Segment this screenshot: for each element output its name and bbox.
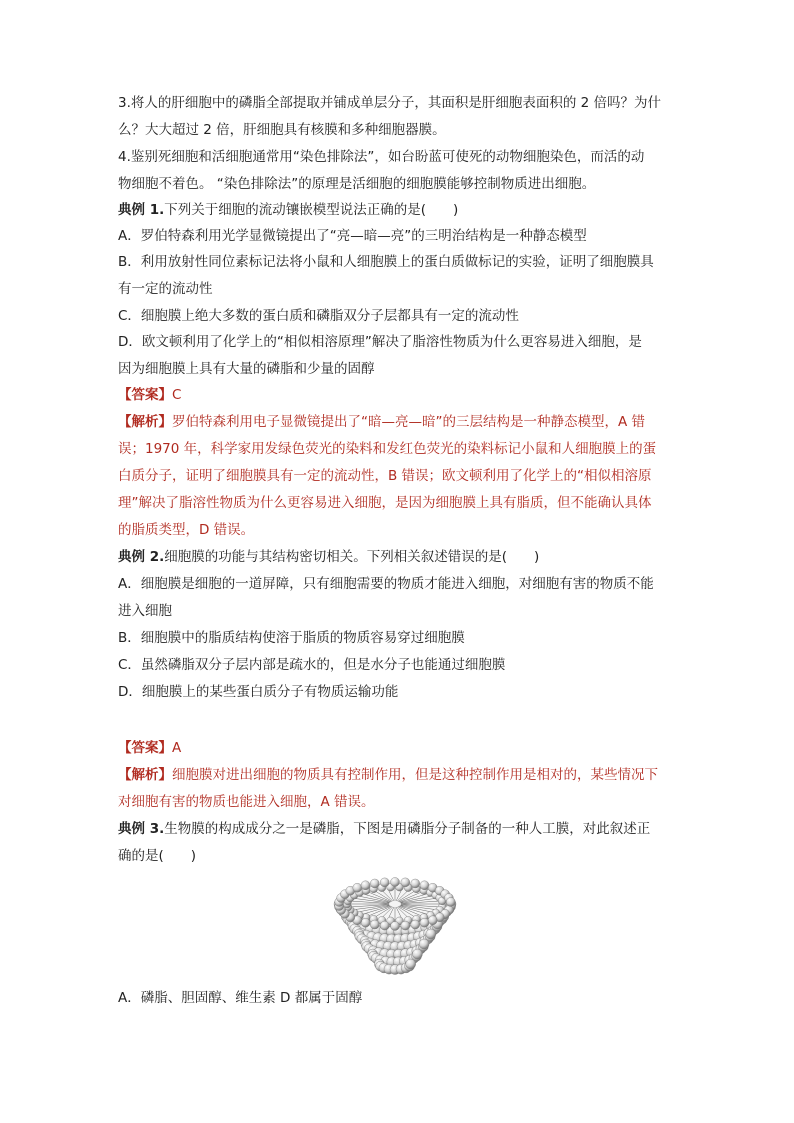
lipid-head bbox=[361, 918, 370, 927]
lipid-head bbox=[361, 881, 370, 890]
answer-line bbox=[118, 382, 678, 408]
answer-label: 【答案】 bbox=[118, 387, 172, 403]
answer-value: C bbox=[172, 387, 182, 403]
question-stem: 生物膜的构成成分之一是磷脂，下图是用磷脂分子制备的一种人工膜，对此叙述正 bbox=[164, 821, 651, 837]
example-label: 典例 3. bbox=[118, 821, 165, 837]
answer-value: A bbox=[172, 740, 182, 756]
lipid-head bbox=[428, 916, 437, 925]
analysis-line bbox=[118, 762, 678, 788]
lipid-head bbox=[406, 959, 416, 969]
lipid-head bbox=[420, 881, 429, 890]
lipid-head bbox=[370, 920, 379, 929]
answer-line bbox=[118, 735, 678, 761]
lipid-head bbox=[426, 929, 436, 939]
example-label: 典例 1. bbox=[118, 202, 165, 218]
lipid-head bbox=[411, 879, 420, 888]
option-a: A．细胞膜是细胞的一道屏障，只有细胞需要的物质才能进入细胞，对细胞有害的物质不能 bbox=[118, 576, 654, 592]
lipid-head bbox=[401, 878, 410, 887]
lipid-head bbox=[370, 879, 379, 888]
option-c: C．虽然磷脂双分子层内部是疏水的，但是水分子也能通过细胞膜 bbox=[118, 657, 506, 673]
liposome-bilayer-illustration bbox=[330, 874, 460, 986]
example-label: 典例 2. bbox=[118, 549, 165, 565]
analysis-line: 理”解决了脂溶性物质为什么更容易进入细胞，是因为细胞膜上具有脂质，但不能确认具体 bbox=[118, 495, 652, 511]
option-b: B．利用放射性同位素标记法将小鼠和人细胞膜上的蛋白质做标记的实验，证明了细胞膜具 bbox=[118, 254, 654, 270]
example-1-stem bbox=[118, 197, 678, 223]
option-a: A．罗伯特森利用光学显微镜提出了“亮—暗—亮”的三明治结构是一种静态模型 bbox=[118, 228, 587, 244]
analysis-line: 对细胞有害的物质也能进入细胞，A 错误。 bbox=[118, 794, 375, 810]
analysis-line bbox=[118, 409, 678, 435]
lipid-head bbox=[446, 897, 455, 906]
analysis-text: 罗伯特森利用电子显微镜提出了“暗—亮—暗”的三层结构是一种静态模型，A 错 bbox=[172, 414, 646, 430]
text-line: 物细胞不着色。 “染色排除法”的原理是活细胞的细胞膜能够控制物质进出细胞。 bbox=[118, 176, 596, 192]
analysis-line: 误；1970 年，科学家用发绿色荧光的染料和发红色荧光的染料标记小鼠和人细胞膜上的蛋 bbox=[118, 441, 657, 457]
lipid-head bbox=[411, 920, 420, 929]
lipid-head bbox=[420, 918, 429, 927]
analysis-line: 白质分子，证明了细胞膜具有一定的流动性，B 错误；欧文顿利用了化学上的“相似相溶原 bbox=[118, 468, 652, 484]
lipid-head bbox=[391, 922, 400, 931]
answer-label: 【答案】 bbox=[118, 740, 172, 756]
question-stem: 细胞膜的功能与其结构密切相关。下列相关叙述错误的是( ) bbox=[164, 549, 540, 565]
lipid-head bbox=[380, 921, 389, 930]
option-b: B．细胞膜中的脂质结构使溶于脂质的物质容易穿过细胞膜 bbox=[118, 630, 465, 646]
example-2-stem bbox=[118, 544, 678, 570]
example-3-stem bbox=[118, 816, 678, 842]
lipid-head bbox=[419, 939, 429, 949]
question-stem-cont: 确的是( ) bbox=[118, 848, 197, 864]
lipid-head bbox=[353, 883, 362, 892]
lipid-head bbox=[401, 921, 410, 930]
option-a: A．磷脂、胆固醇、维生素 D 都属于固醇 bbox=[118, 990, 363, 1006]
text-line: 3.将人的肝细胞中的磷脂全部提取并铺成单层分子，其面积是肝细胞表面积的 2 倍吗？为什 bbox=[118, 95, 662, 111]
option-d: D．欧文顿利用了化学上的“相似相溶原理”解决了脂溶性物质为什么更容易进入细胞，是 bbox=[118, 334, 642, 350]
option-b-cont: 有一定的流动性 bbox=[118, 281, 213, 297]
analysis-line: 的脂质类型，D 错误。 bbox=[118, 522, 255, 538]
question-stem: 下列关于细胞的流动镶嵌模型说法正确的是( ) bbox=[164, 202, 459, 218]
option-d-cont: 因为细胞膜上具有大量的磷脂和少量的固醇 bbox=[118, 361, 375, 377]
analysis-label: 【解析】 bbox=[118, 767, 172, 783]
text-line: 么？大大超过 2 倍，肝细胞具有核膜和多种细胞器膜。 bbox=[118, 122, 446, 138]
option-d: D．细胞膜上的某些蛋白质分子有物质运输功能 bbox=[118, 684, 399, 700]
option-a-cont: 进入细胞 bbox=[118, 603, 172, 619]
option-c: C．细胞膜上绝大多数的蛋白质和磷脂双分子层都具有一定的流动性 bbox=[118, 308, 519, 324]
text-line: 4.鉴别死细胞和活细胞通常用“染色排除法”，如台盼蓝可使死的动物细胞染色，而活的动 bbox=[118, 149, 645, 165]
lipid-head bbox=[391, 878, 400, 887]
analysis-label: 【解析】 bbox=[118, 414, 172, 430]
analysis-text: 细胞膜对进出细胞的物质具有控制作用，但是这种控制作用是相对的，某些情况下 bbox=[172, 767, 658, 783]
lipid-head bbox=[412, 949, 422, 959]
lipid-head bbox=[380, 878, 389, 887]
